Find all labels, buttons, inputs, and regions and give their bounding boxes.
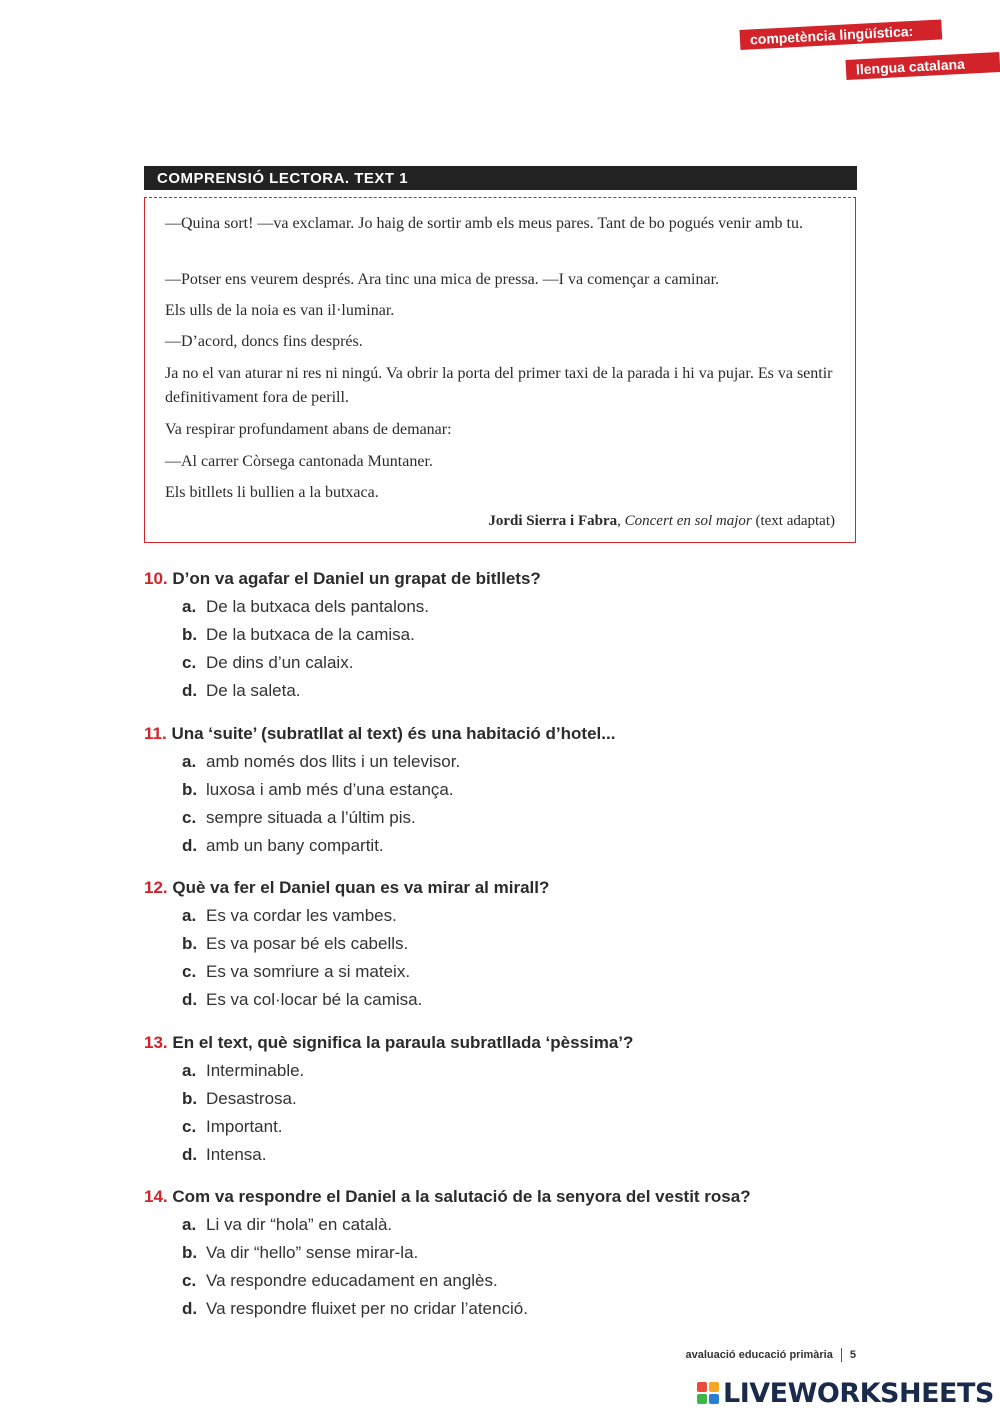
liveworksheets-logo (697, 1377, 994, 1409)
page-number: 5 (849, 1348, 856, 1361)
option-letter: c. (182, 962, 197, 981)
question-title (144, 1183, 874, 1211)
answer-option-a[interactable] (144, 593, 874, 621)
option-text: Es va col·locar bé la camisa. (206, 990, 423, 1009)
option-text: Es va posar bé els cabells. (206, 934, 409, 953)
section-title: COMPRENSIÓ LECTORA. TEXT 1 (144, 166, 857, 190)
option-text: Li va dir “hola” en català. (206, 1215, 393, 1234)
question-number: 13. (144, 1033, 168, 1052)
reading-paragraph: —Potser ens veurem després. Ara tinc una mica de pressa. —I va començar a caminar. (165, 271, 720, 288)
page-footer (686, 1348, 856, 1362)
answer-option-d[interactable] (144, 1141, 874, 1169)
answer-option-d[interactable] (144, 832, 874, 860)
question-title (144, 874, 874, 902)
option-text: Va respondre educadament en anglès. (206, 1271, 498, 1290)
answer-option-b[interactable] (144, 1085, 874, 1113)
option-text: Va dir “hello” sense mirar-la. (206, 1243, 419, 1262)
question-11 (144, 720, 874, 860)
option-text: amb només dos llits i un televisor. (206, 752, 461, 771)
subject-tag-language: llengua catalana (845, 52, 1000, 80)
option-letter: b. (182, 1243, 198, 1262)
liveworksheets-wordmark: LIVEWORKSHEETS (723, 1377, 994, 1409)
option-text: Interminable. (206, 1061, 305, 1080)
option-text: Desastrosa. (206, 1089, 297, 1108)
option-text: amb un bany compartit. (206, 836, 384, 855)
answer-option-c[interactable] (144, 1113, 874, 1141)
answer-options (144, 902, 874, 1014)
text-citation (488, 510, 835, 532)
answer-option-c[interactable] (144, 958, 874, 986)
question-text: Què va fer el Daniel quan es va mirar al mirall? (172, 878, 550, 897)
reading-paragraph: Ja no el van aturar ni res ni ningú. Va obrir la porta del primer taxi de la parada i hi va pujar. Es va sentir definitivament fora de perill. (165, 365, 833, 406)
option-letter: c. (182, 808, 197, 827)
option-text: De la saleta. (206, 681, 301, 700)
answer-option-d[interactable] (144, 677, 874, 705)
option-text: Es va somriure a si mateix. (206, 962, 411, 981)
question-text: En el text, què significa la paraula subratllada ‘pèssima’? (172, 1033, 634, 1052)
answer-option-c[interactable] (144, 1267, 874, 1295)
answer-options (144, 748, 874, 860)
citation-note: (text adaptat) (751, 513, 835, 529)
answer-option-a[interactable] (144, 1057, 874, 1085)
answer-option-d[interactable] (144, 1295, 874, 1323)
reading-paragraph: Els bitllets li bullien a la butxaca. (165, 484, 379, 501)
option-text: Es va cordar les vambes. (206, 906, 397, 925)
question-title (144, 565, 874, 593)
citation-separator: , (617, 513, 625, 529)
reading-paragraph: —Quina sort! —va exclamar. Jo haig de sortir amb els meus pares. Tant de bo pogués venir amb tu. (165, 215, 803, 232)
answer-options (144, 1211, 874, 1323)
question-12 (144, 874, 874, 1014)
answer-option-a[interactable] (144, 902, 874, 930)
answer-option-b[interactable] (144, 776, 874, 804)
reading-paragraph: —D’acord, doncs fins després. (165, 333, 363, 350)
option-letter: d. (182, 1145, 198, 1164)
citation-author: Jordi Sierra i Fabra (488, 513, 618, 529)
answer-option-b[interactable] (144, 930, 874, 958)
option-letter: c. (182, 1117, 197, 1136)
option-letter: b. (182, 1089, 198, 1108)
subject-tag-competence: competència lingüística: (739, 19, 942, 50)
logo-square-e (709, 1394, 719, 1404)
answer-option-a[interactable] (144, 1211, 874, 1239)
option-letter: c. (182, 1271, 197, 1290)
answer-options (144, 593, 874, 705)
question-text: D’on va agafar el Daniel un grapat de bitllets? (172, 569, 541, 588)
question-number: 11. (144, 724, 167, 743)
liveworksheets-icon (697, 1382, 719, 1404)
option-letter: a. (182, 906, 197, 925)
question-13 (144, 1029, 874, 1169)
option-text: luxosa i amb més d’una estança. (206, 780, 454, 799)
reading-paragraph: Els ulls de la noia es van il·luminar. (165, 302, 395, 319)
option-text: De dins d’un calaix. (206, 653, 354, 672)
question-number: 10. (144, 569, 168, 588)
question-title (144, 720, 874, 748)
reading-text-box (144, 197, 856, 543)
option-text: De la butxaca de la camisa. (206, 625, 415, 644)
option-letter: d. (182, 836, 198, 855)
option-letter: d. (182, 990, 198, 1009)
footer-label: avaluació educació primària (685, 1348, 833, 1361)
footer-divider (841, 1348, 842, 1362)
answer-options (144, 1057, 874, 1169)
option-letter: b. (182, 780, 198, 799)
option-letter: d. (182, 681, 198, 700)
option-letter: c. (182, 653, 197, 672)
option-letter: b. (182, 934, 198, 953)
question-text: Com va respondre el Daniel a la salutació de la senyora del vestit rosa? (172, 1187, 751, 1206)
answer-option-a[interactable] (144, 748, 874, 776)
option-letter: a. (182, 752, 197, 771)
option-text: sempre situada a l’últim pis. (206, 808, 416, 827)
option-letter: a. (182, 1215, 197, 1234)
option-text: Va respondre fluixet per no cridar l’atenció. (206, 1299, 528, 1318)
option-text: De la butxaca dels pantalons. (206, 597, 430, 616)
question-title (144, 1029, 874, 1057)
answer-option-c[interactable] (144, 649, 874, 677)
question-10 (144, 565, 874, 705)
logo-square-l (697, 1382, 707, 1392)
answer-option-d[interactable] (144, 986, 874, 1014)
option-letter: b. (182, 625, 198, 644)
citation-work: Concert en sol major (624, 513, 752, 529)
logo-square-v (697, 1394, 707, 1404)
reading-paragraph: Va respirar profundament abans de demanar: (165, 421, 452, 438)
question-text: Una ‘suite’ (subratllat al text) és una habitació d’hotel... (171, 724, 616, 743)
logo-square-i (709, 1382, 719, 1392)
option-letter: d. (182, 1299, 198, 1318)
question-number: 12. (144, 878, 168, 897)
answer-option-b[interactable] (144, 1239, 874, 1267)
question-14 (144, 1183, 874, 1323)
reading-paragraph: —Al carrer Còrsega cantonada Muntaner. (165, 453, 433, 470)
option-text: Important. (206, 1117, 283, 1136)
option-letter: a. (182, 597, 197, 616)
answer-option-c[interactable] (144, 804, 874, 832)
answer-option-b[interactable] (144, 621, 874, 649)
question-number: 14. (144, 1187, 168, 1206)
option-text: Intensa. (206, 1145, 267, 1164)
option-letter: a. (182, 1061, 197, 1080)
